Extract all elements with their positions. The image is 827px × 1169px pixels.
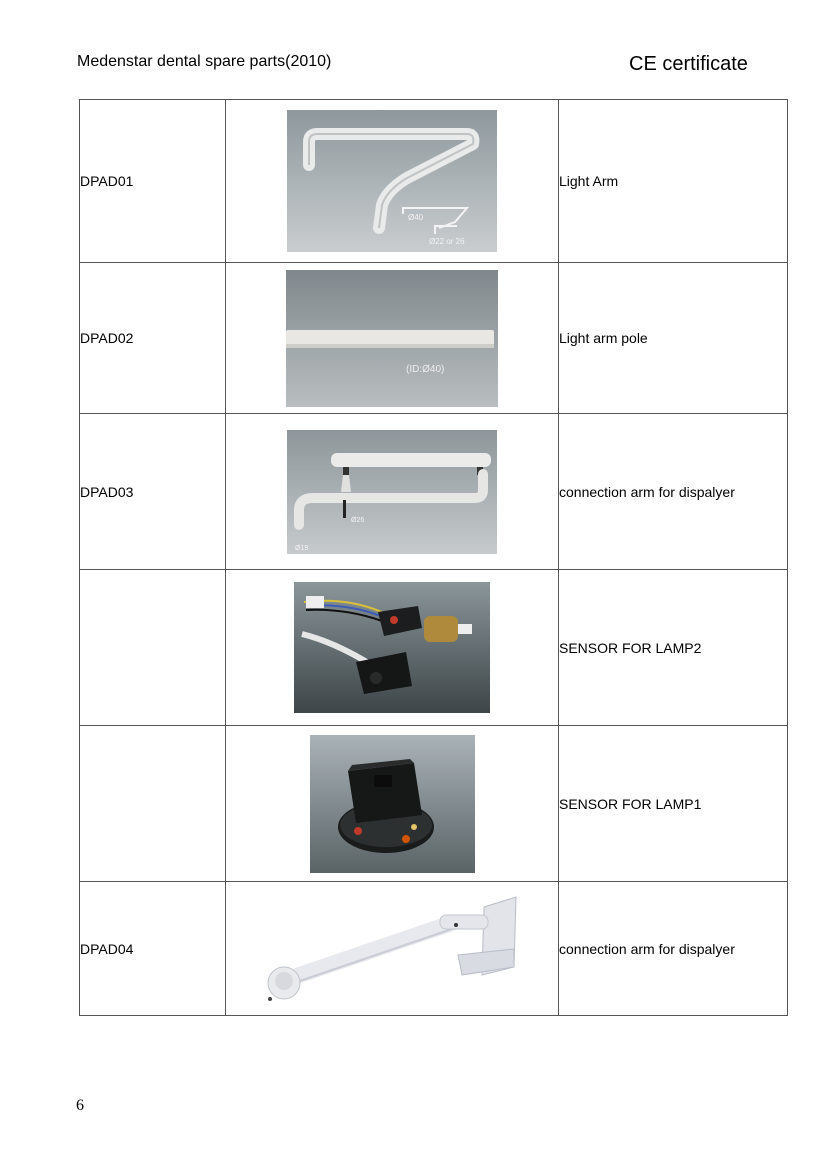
- part-image-cell: [226, 263, 559, 414]
- table-row: [80, 414, 788, 570]
- certificate-label: CE certificate: [629, 53, 748, 75]
- part-code: DPAD02: [80, 263, 226, 414]
- part-description: connection arm for dispalyer: [559, 414, 788, 570]
- part-image-cell: [226, 570, 559, 726]
- part-code: DPAD01: [80, 100, 226, 263]
- image-label: (ID:Ø40): [406, 363, 445, 375]
- document-title: Medenstar dental spare parts(2010): [77, 53, 332, 70]
- light-arm-image: [287, 110, 497, 252]
- connection-arm-bracket-image: [262, 889, 522, 1009]
- part-description: connection arm for dispalyer: [559, 882, 788, 1016]
- table-row: [80, 570, 788, 726]
- part-image-cell: [226, 882, 559, 1016]
- part-image-cell: [226, 726, 559, 882]
- table-row: [80, 726, 788, 882]
- image-label: Ø22 or 26: [429, 237, 465, 246]
- image-label: Ø40: [408, 213, 424, 222]
- parts-table: [79, 99, 788, 1016]
- sensor-lamp2-image: [294, 582, 490, 713]
- part-description: Light Arm: [559, 100, 788, 263]
- part-description: Light arm pole: [559, 263, 788, 414]
- page-number: 6: [76, 1097, 84, 1114]
- image-label: Ø19: [295, 544, 309, 552]
- part-image-cell: [226, 100, 559, 263]
- part-description: SENSOR FOR LAMP2: [559, 570, 788, 726]
- part-image-cell: [226, 414, 559, 570]
- table-row: [80, 882, 788, 1016]
- sensor-lamp1-image: [310, 735, 475, 873]
- part-code: [80, 726, 226, 882]
- image-label: Ø26: [351, 516, 365, 524]
- table-row: [80, 263, 788, 414]
- part-code: DPAD04: [80, 882, 226, 1016]
- table-row: [80, 100, 788, 263]
- connection-arm-image: [287, 430, 497, 554]
- part-code: [80, 570, 226, 726]
- light-arm-pole-image: [286, 270, 498, 407]
- part-description: SENSOR FOR LAMP1: [559, 726, 788, 882]
- part-code: DPAD03: [80, 414, 226, 570]
